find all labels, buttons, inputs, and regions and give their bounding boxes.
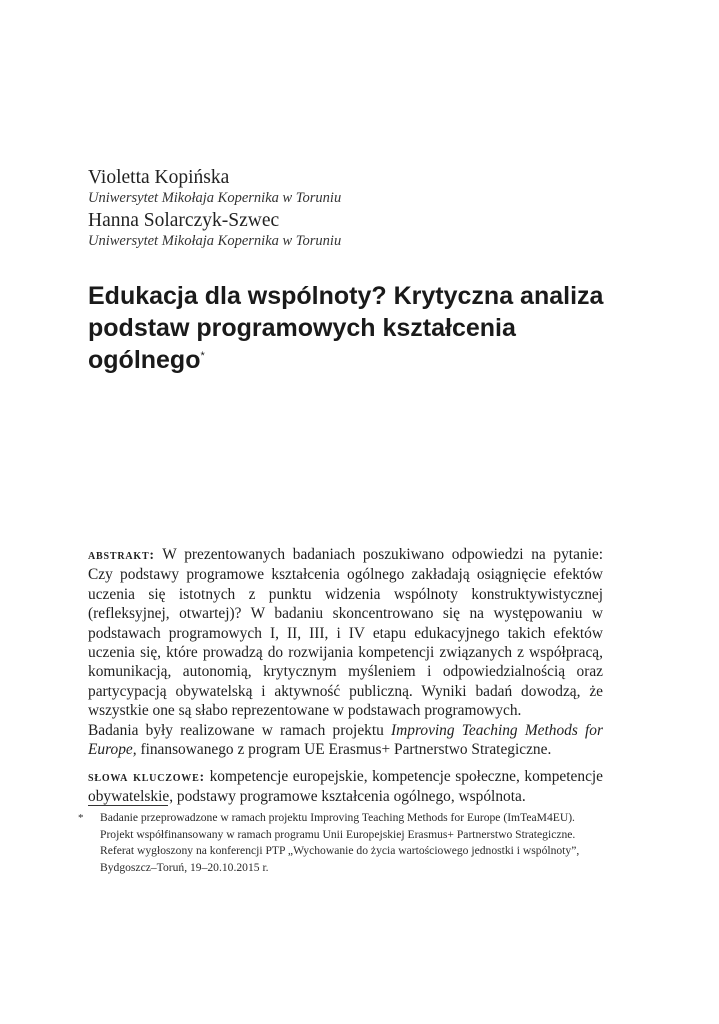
- footnote: [78, 810, 608, 876]
- authors-block: [88, 166, 648, 252]
- footnote-marker: *: [78, 812, 84, 824]
- footnote-line: Badanie przeprowadzone w ramach projektu Improving Teaching Methods for Europe (ImTeaM4EU).: [100, 811, 575, 824]
- author-name: Violetta Kopińska: [88, 167, 230, 188]
- author-affiliation: Uniwersytet Mikołaja Kopernika w Toruniu: [88, 233, 342, 249]
- title-line: Edukacja dla wspólnoty? Krytyczna analiza: [88, 282, 604, 310]
- footnote-line: Referat wygłoszony na konferencji PTP „Wychowanie do życia wartościowego jednostki i wspólnoty”,: [100, 844, 580, 858]
- footnote-line: Bydgoszcz–Toruń, 19–20.10.2015 r.: [100, 860, 269, 874]
- abstract-label: abstrakt:: [88, 548, 155, 563]
- title-line: ogólnego: [88, 346, 201, 374]
- title-footnote-mark[interactable]: *: [200, 350, 205, 362]
- keywords-label: słowa kluczowe:: [88, 770, 206, 785]
- footnote-line: Projekt współfinansowany w ramach programu Unii Europejskiej Erasmus+ Partnerstwo Strategiczne.: [100, 827, 576, 841]
- keywords-text: kompetencje europejskie, kompetencje społeczne, kompetencje obywatelskie, podstawy programowe kształcenia ogólnego, wspólnota.: [88, 768, 604, 806]
- funding-project: Improving Teaching Methods for Europe,: [88, 721, 603, 759]
- funding-suffix: finansowanego z program UE Erasmus+ Partnerstwo Strategiczne.: [136, 741, 552, 759]
- abstract: [88, 545, 603, 759]
- footnote-divider: [88, 805, 168, 806]
- keywords: [88, 767, 603, 807]
- funding-prefix: Badania były realizowane w ramach projektu: [88, 721, 392, 739]
- title-line: podstaw programowych kształcenia: [88, 314, 516, 342]
- author-affiliation: Uniwersytet Mikołaja Kopernika w Toruniu: [88, 190, 342, 206]
- abstract-text: W prezentowanych badaniach poszukiwano odpowiedzi na pytanie: Czy podstawy programowe kształcenia ogólnego zakładają osiągnięcie efektów uczenia się istotnych z punktu widzenia wspólnoty konstruktywistycznej (refleksyjnej, otwartej)? W badaniu skoncentrowano się na występowaniu w podstawach programowych I, II, III, i IV etapu edukacyjnego takich efektów uczenia się, które prowadzą do rozwijania kompetencji związanych z współpracą, komunikacją, autonomią, krytycznym myśleniem i odpowiedzialnością oraz partycypacją obywatelską i aktywność publiczną. Wyniki badań dowodzą, że wszystkie one są słabo reprezentowane w podstawach programowych.: [88, 546, 603, 720]
- paper-title: [88, 280, 648, 376]
- author-name: Hanna Solarczyk-Szwec: [88, 210, 280, 231]
